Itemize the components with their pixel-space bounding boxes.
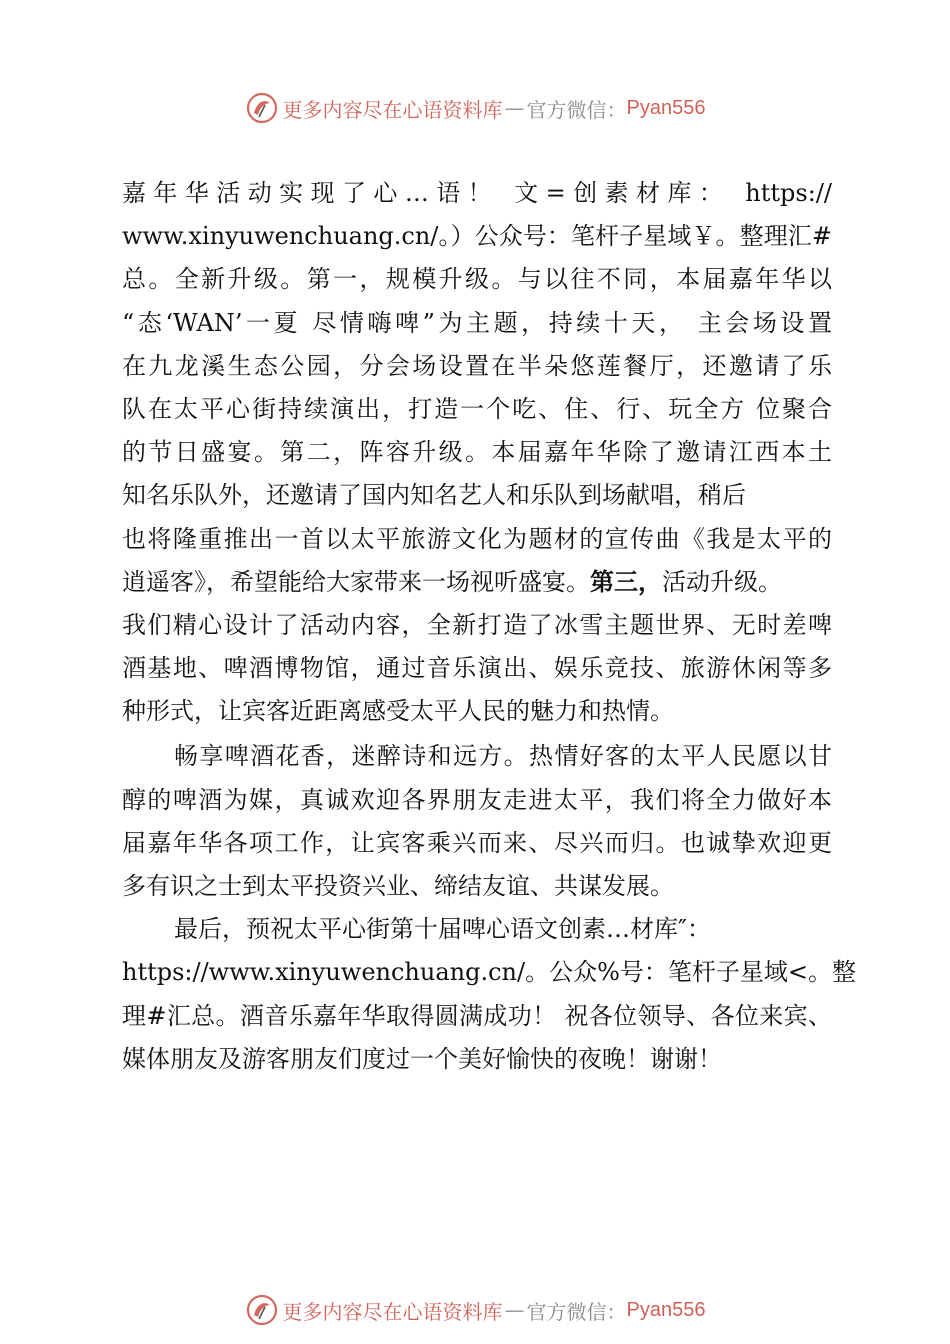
text-line: “态‘WAN’一夏 尽情嗨啤”为主题，持续十天， 主会场设置 [122,308,832,337]
text-line: 知名乐队外，还邀请了国内知名艺人和乐队到场献唱，稍后 [122,481,746,510]
text-line: 的节日盛宴。第二，阵容升级。本届嘉年华除了邀请江西本土 [122,438,832,467]
text-line: https://www.xinyuwenchuang.cn/。公众%号：笔杆子星域<。整 [122,958,856,987]
text-line: 理#汇总。酒音乐嘉年华取得圆满成功！ 祝各位领导、各位来宾、 [122,1001,832,1030]
text-line: 酒基地、啤酒博物馆，通过音乐演出、娱乐竞技、旅游休闲等多 [122,654,832,683]
text-line: 醇的啤酒为媒，真诚欢迎各界朋友走进太平，我们将全力做好本 [122,785,832,814]
document-body [122,172,856,1081]
header-dash: — [504,96,525,120]
text-line: 队在太平心街持续演出，打造一个吃、住、行、玩全方 位聚合 [122,394,832,423]
text-line-mixed [122,561,832,604]
text-line: 届嘉年华各项工作，让宾客乘兴而来、尽兴而归。也诚挚欢迎更 [122,828,832,857]
header-banner [0,88,950,128]
text-line: 在九龙溪生态公园，分会场设置在半朵悠莲餐厅，还邀请了乐 [122,351,832,380]
text-segment: 活动升级。 [662,567,782,596]
footer-wechat-id: Pyan556 [626,1298,706,1321]
text-line: 也将隆重推出一首以太平旅游文化为题材的宣传曲《我是太平的 [122,524,832,553]
header-tagline: 更多内容尽在心语资料库 [282,97,503,122]
header-official-label: 官方微信： [526,97,627,122]
text-segment: 逍遥客》，希望能给大家带来一场视听盛宴。 [122,567,590,596]
text-line: 种形式，让宾客近距离感受太平人民的魅力和热情。 [122,697,674,726]
bold-heading-third: 第三， [590,567,662,596]
text-line: www.xinyuwenchuang.cn/。）公众号：笔杆子星域￥。整理汇# [122,222,832,251]
text-line: 嘉年华活动实现了心…语！ 文=创素材库： https:// [122,179,832,207]
text-line: 总。全新升级。第一，规模升级。与以往不同，本届嘉年华以 [122,265,832,294]
header-wechat-id: Pyan556 [626,96,706,119]
footer-tagline: 更多内容尽在心语资料库 [282,1299,503,1324]
text-line: 畅享啤酒花香，迷醉诗和远方。热情好客的太平人民愿以甘 [174,742,832,771]
text-line: 媒体朋友及游客朋友们度过一个美好愉快的夜晚！谢谢！ [122,1044,722,1073]
xinyu-logo-icon [245,1293,279,1327]
text-line: 最后，预祝太平心街第十届啤心语文创素…材库″： [174,915,711,944]
footer-official-label: 官方微信： [526,1299,627,1324]
footer-dash: — [504,1298,525,1322]
text-line: 我们精心设计了活动内容，全新打造了冰雪主题世界、无时差啤 [122,610,832,639]
text-line: 多有识之士到太平投资兴业、缔结友谊、共谋发展。 [122,872,674,900]
xinyu-logo-icon [245,91,279,125]
footer-banner [0,1290,950,1330]
